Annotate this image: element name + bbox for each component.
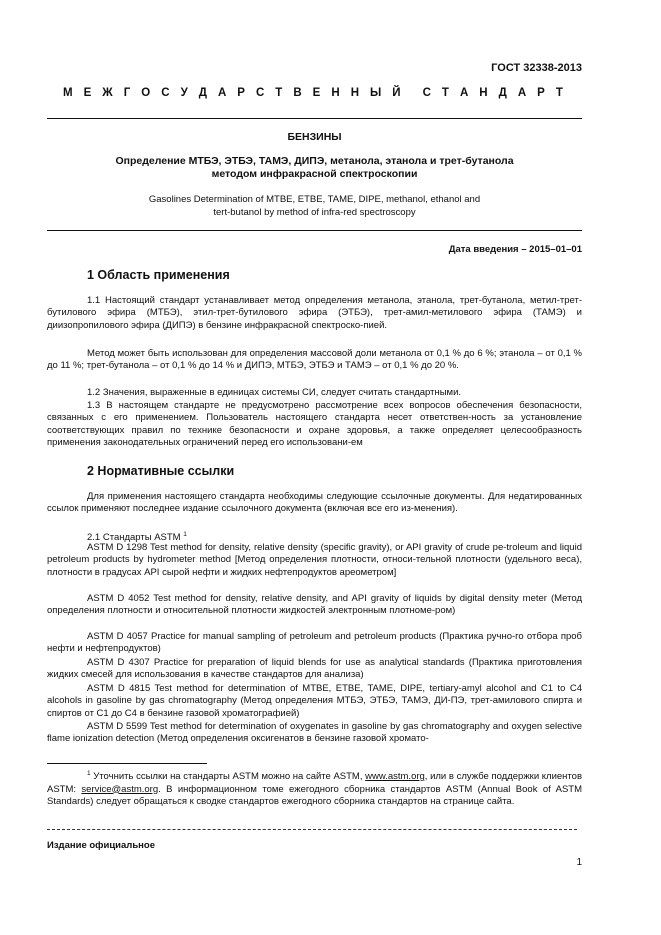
interstate-letter: А: [517, 87, 527, 99]
interstate-letter: Е: [83, 87, 92, 99]
interstate-letter: Ы: [370, 87, 382, 99]
subtitle-russian-line1: Определение МТБЭ, ЭТБЭ, ТАМЭ, ДИПЭ, метанола, этанола и трет-бутанола: [115, 155, 514, 167]
interstate-letter: А: [217, 87, 227, 99]
standard-code: ГОСТ 32338-2013: [491, 62, 582, 74]
document-title: БЕНЗИНЫ: [287, 131, 342, 143]
official-edition-label: Издание официальное: [47, 840, 155, 851]
interstate-letter: Т: [441, 87, 449, 99]
interstate-letter: Т: [275, 87, 283, 99]
section-1-heading: 1 Область применения: [87, 268, 230, 282]
top-divider: [47, 118, 582, 119]
interstate-letter: М: [63, 87, 73, 99]
footnote-text-3: . В информационном томе ежегодного сборника стандартов ASTM (Annual Book of ASTM Standards) следует обращаться к сводке стандартов ежегодного сборника стандартов на странице сайта.: [47, 783, 582, 807]
interstate-letter: Т: [555, 87, 563, 99]
interstate-letter: О: [141, 87, 151, 99]
section-2-paragraph-8: ASTM D 5599 Test method for determination of oxygenates in gasoline by gas chromatography and oxygen selective flame ionization detection (Метод определения оксигенатов в бензине газовой хромато-: [47, 721, 582, 745]
introduction-date: Дата введения – 2015–01–01: [448, 244, 582, 255]
subtitle-russian: [47, 155, 582, 181]
interstate-letter: С: [422, 87, 431, 99]
section-2-paragraph-7: ASTM D 4815 Test method for determination of MTBE, ETBE, TAME, DIPE, tertiary-amyl alcohol and C1 to C4 alcohols in gasoline by gas chromatography (Метод определения МТБЭ, ЭТБЭ, ТАМЭ, ДИ-ПЭ, трет-амилового спирта и спиртов от C1 до C4 в бензине газовой хроматографией): [47, 683, 582, 719]
interstate-letter: Р: [237, 87, 245, 99]
title-divider: [47, 230, 582, 231]
section-2-paragraph-6: ASTM D 4307 Practice for preparation of liquid blends for use as analytical standards (Практика приготовления жидких смесей для использования в качестве стандартов для анализа): [47, 657, 582, 681]
section-2-paragraph-3: ASTM D 1298 Test method for density, relative density (specific gravity), or API gravity of crude pe-troleum and liquid petroleum products by hydrometer method [Метод определения плотности, относи-тельной плотности (удельного веса), плотности в градусах API сырой нефти и жидких нефтепродуктов ареометром]: [47, 542, 582, 578]
interstate-letter: Й: [392, 87, 401, 99]
interstate-letter: Р: [537, 87, 545, 99]
section-1-paragraph-1: 1.1 Настоящий стандарт устанавливает метод определения метанола, этанола, трет-бутанола, метил-трет-бутилового эфира (МТБЭ), этил-трет-бутилового эфира (ЭТБЭ), трет-амил-метилового эфира (ТАМЭ) и диизопропилового эфира (ДИПЭ) в бензине инфракрасной спектроско-пией.: [47, 295, 582, 331]
footnote-divider: [47, 763, 207, 764]
interstate-letter: У: [180, 87, 188, 99]
section-2-paragraph-4: ASTM D 4052 Test method for density, relative density, and API gravity of liquids by digital density meter (Метод определения плотности и относительной плотности жидкостей электронным плотноме-ром): [47, 593, 582, 617]
interstate-letter: Н: [479, 87, 488, 99]
interstate-letter: Н: [350, 87, 359, 99]
page-number: 1: [576, 857, 582, 868]
interstate-letter: В: [293, 87, 302, 99]
footnote-text-1: Уточнить ссылки на стандарты ASTM можно на сайте ASTM,: [93, 771, 363, 783]
subtitle-english-line2: tert-butanol by method of infra-red spectroscopy: [213, 206, 416, 218]
footnote-text-2: , или в службе поддержки клиентов ASTM:: [47, 771, 583, 795]
subtitle-russian-line2: методом инфракрасной спектроскопии: [211, 168, 418, 180]
interstate-letter: Д: [498, 87, 507, 99]
interstate-letter: Е: [312, 87, 321, 99]
footnote: [47, 768, 582, 808]
section-1-paragraph-3: 1.2 Значения, выраженные в единицах системы СИ, следует считать стандартными.: [87, 387, 462, 398]
interstate-letter: С: [161, 87, 170, 99]
section-2-paragraph-5: ASTM D 4057 Practice for manual sampling of petroleum and petroleum products (Практика ручно-го отбора проб нефти и нефтепродуктов): [47, 631, 582, 655]
interstate-letter: С: [255, 87, 265, 99]
section-2-heading: 2 Нормативные ссылки: [87, 464, 235, 478]
section-2-paragraph-1: Для применения настоящего стандарта необходимы следующие ссылочные документы. Для недатированных ссылок применяют последнее издание ссылочного документа (включая все его из-менения).: [47, 491, 582, 515]
interstate-letter: Н: [331, 87, 340, 99]
section-1-paragraph-4: 1.3 В настоящем стандарте не предусмотрено рассмотрение всех вопросов обеспечения безопасности, связанных с его применением. Пользователь настоящего стандарта несет ответствен-ность за установление соответствующих правил по технике безопасности и охране здоровья, а также определяет целесообразность применения законодательных ограничений перед его использовани-ем: [47, 400, 582, 449]
interstate-letter: Д: [198, 87, 207, 99]
section-1-paragraph-2: Метод может быть использован для определения массовой доли метанола от 0,1 % до 6 %; этанола – от 0,1 % до 11 %; трет-бутанола – от 0,1 % до 14 % и ДИПЭ, МТБЭ, ЭТБЭ и ТАМЭ – от 0,1 % до 20 %.: [47, 348, 582, 372]
footnote-reference: 1: [183, 531, 187, 538]
dashed-divider: [47, 829, 577, 830]
subtitle-english: [47, 194, 582, 219]
astm-service-email-link[interactable]: service@astm.org: [81, 783, 159, 795]
interstate-letter: Г: [123, 87, 131, 99]
interstate-standard-banner: [63, 87, 563, 99]
interstate-letter: Ж: [102, 87, 113, 99]
interstate-letter: А: [459, 87, 469, 99]
astm-website-link[interactable]: www.astm.org: [365, 771, 425, 783]
subtitle-english-line1: Gasolines Determination of MTBE, ETBE, TAME, DIPE, methanol, ethanol and: [148, 194, 481, 205]
astm-standards-label: 2.1 Стандарты ASTM: [87, 532, 181, 544]
footnote-marker: 1: [87, 770, 91, 777]
